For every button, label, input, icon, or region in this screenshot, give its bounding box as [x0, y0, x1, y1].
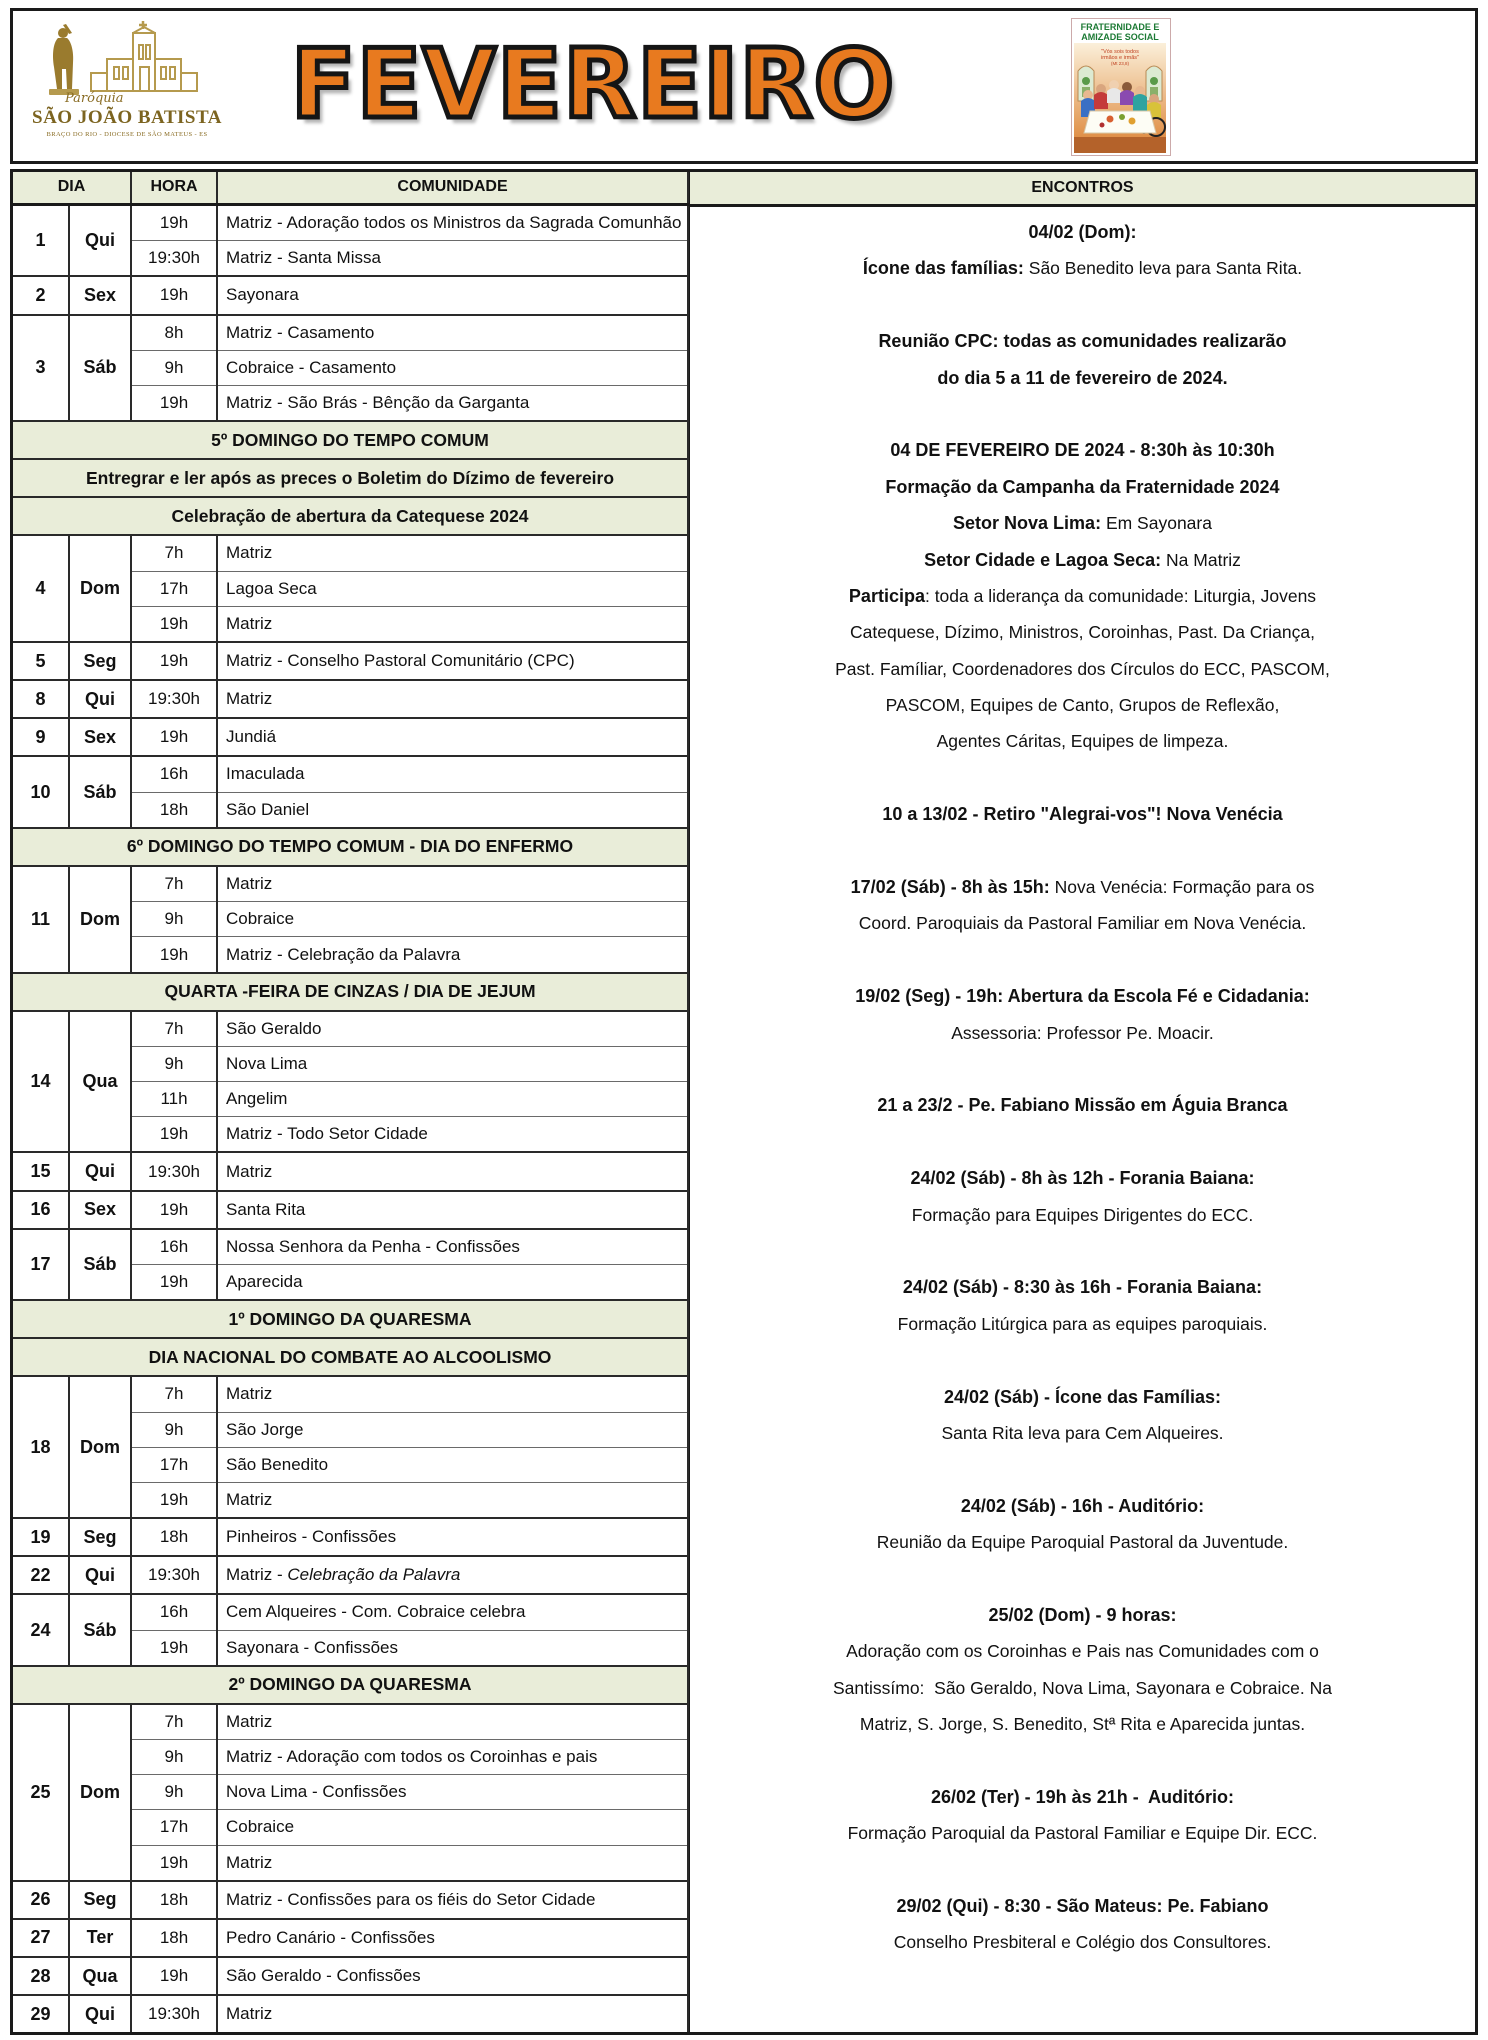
community-cell: Santa Rita [217, 1191, 688, 1229]
community-cell: São Daniel [217, 792, 688, 828]
community-cell: Matriz - Celebração da Palavra [217, 937, 688, 973]
encontros-line: 04 DE FEVEREIRO DE 2024 - 8:30h às 10:30h [890, 440, 1275, 461]
day-number-cell: 11 [13, 866, 69, 973]
community-cell: Sayonara - Confissões [217, 1630, 688, 1666]
time-cell: 19h [131, 1630, 217, 1666]
logo-name-text: SÃO JOÃO BATISTA [32, 107, 222, 128]
logo-org-text: Paróquia [65, 91, 124, 106]
encontros-spacer [698, 396, 1467, 432]
community-cell: Nova Lima [217, 1047, 688, 1082]
community-cell: São Geraldo [217, 1011, 688, 1047]
day-number-cell: 15 [13, 1152, 69, 1190]
encontros-line: Past. Famíliar, Coordenadores dos Círculos do ECC, PASCOM, [835, 658, 1330, 679]
poster-quote-line1: "Vós sois todos [1101, 49, 1139, 55]
encontros-line: Adoração com os Coroinhas e Pais nas Comunidades com o [846, 1641, 1319, 1662]
encontros-line: Santa Rita leva para Cem Alqueires. [941, 1422, 1224, 1443]
day-number-cell: 4 [13, 535, 69, 642]
time-cell: 7h [131, 866, 217, 902]
schedule-row [13, 1881, 688, 1919]
community-cell: São Benedito [217, 1447, 688, 1482]
day-number-cell: 27 [13, 1919, 69, 1957]
time-cell: 19h [131, 204, 217, 241]
day-number-cell: 29 [13, 1995, 69, 2032]
page-header [10, 8, 1478, 164]
day-abbrev-cell: Qui [69, 204, 131, 276]
community-cell: Aparecida [217, 1265, 688, 1301]
encontros-line: 24/02 (Sáb) - 16h - Auditório: [960, 1495, 1205, 1516]
day-abbrev-cell: Qua [69, 1957, 131, 1995]
encontros-line: 24/02 (Sáb) - Ícone das Famílias: [943, 1386, 1222, 1407]
encontros-line: 25/02 (Dom) - 9 horas: [988, 1604, 1177, 1625]
campaign-poster-art [1072, 19, 1168, 153]
time-cell: 19h [131, 606, 217, 642]
community-cell: Cem Alqueires - Com. Cobraice celebra [217, 1594, 688, 1630]
time-cell: 19h [131, 1957, 217, 1995]
day-abbrev-cell: Seg [69, 1518, 131, 1556]
day-abbrev-cell: Sex [69, 276, 131, 314]
encontros-line: 24/02 (Sáb) - 8:30 às 16h - Forania Baiana: [902, 1277, 1263, 1298]
document-page [10, 0, 1478, 2035]
time-cell: 19h [131, 937, 217, 973]
time-cell: 7h [131, 1704, 217, 1740]
encontros-spacer [698, 942, 1467, 978]
day-abbrev-cell: Sáb [69, 1229, 131, 1301]
day-number-cell: 17 [13, 1229, 69, 1301]
section-row [13, 421, 688, 459]
section-row [13, 828, 688, 866]
community-cell: Cobraice [217, 902, 688, 937]
col-header-encontros: ENCONTROS [690, 172, 1475, 207]
day-abbrev-cell: Sáb [69, 1594, 131, 1666]
encontros-spacer [698, 1451, 1467, 1487]
section-row [13, 1666, 688, 1704]
day-abbrev-cell: Qua [69, 1011, 131, 1153]
schedule-row [13, 1995, 688, 2032]
day-number-cell: 9 [13, 718, 69, 756]
section-row [13, 1338, 688, 1376]
encontros-line: Agentes Cáritas, Equipes de limpeza. [936, 731, 1229, 752]
encontros-spacer [698, 1124, 1467, 1160]
time-cell: 8h [131, 315, 217, 351]
logo-subtitle-text: BRAÇO DO RIO - DIOCESE DE SÃO MATEUS - ES [46, 131, 208, 138]
encontros-line: Catequese, Dízimo, Ministros, Coroinhas, Past. Da Criança, [850, 622, 1315, 643]
time-cell: 9h [131, 1047, 217, 1082]
time-cell: 19:30h [131, 1152, 217, 1190]
community-cell: Matriz [217, 680, 688, 718]
day-abbrev-cell: Qui [69, 1995, 131, 2032]
encontros-line: Santissímo: São Geraldo, Nova Lima, Sayonara e Cobraice. Na [833, 1677, 1332, 1698]
schedule-row [13, 1229, 688, 1265]
time-cell: 16h [131, 1229, 217, 1265]
time-cell: 17h [131, 1810, 217, 1845]
time-cell: 16h [131, 756, 217, 792]
statue-icon [49, 24, 79, 95]
community-cell: Matriz - Confissões para os fiéis do Setor Cidade [217, 1881, 688, 1919]
day-number-cell: 28 [13, 1957, 69, 1995]
community-cell: Jundiá [217, 718, 688, 756]
section-title: 6º DOMINGO DO TEMPO COMUM - DIA DO ENFERMO [13, 828, 688, 866]
community-cell: Lagoa Seca [217, 571, 688, 606]
encontros-line: PASCOM, Equipes de Canto, Grupos de Reflexão, [885, 695, 1280, 716]
day-abbrev-cell: Dom [69, 1704, 131, 1881]
section-row [13, 497, 688, 535]
poster-table [1084, 111, 1156, 133]
encontros-line: 19/02 (Seg) - 19h: Abertura da Escola Fé e Cidadania: [855, 986, 1310, 1007]
time-cell: 19h [131, 1117, 217, 1153]
schedule-row [13, 1376, 688, 1412]
schedule-row [13, 1957, 688, 1995]
parish-logo-art [27, 19, 227, 105]
schedule-row [13, 642, 688, 680]
church-icon [91, 21, 197, 91]
encontros-spacer [698, 1051, 1467, 1087]
day-number-cell: 10 [13, 756, 69, 828]
time-cell: 19:30h [131, 680, 217, 718]
community-cell: Angelim [217, 1082, 688, 1117]
time-cell: 19h [131, 276, 217, 314]
time-cell: 19h [131, 1845, 217, 1881]
day-abbrev-cell: Qui [69, 1152, 131, 1190]
schedule-row [13, 866, 688, 902]
community-cell: Matriz - Todo Setor Cidade [217, 1117, 688, 1153]
time-cell: 17h [131, 1447, 217, 1482]
section-title: 1º DOMINGO DA QUARESMA [13, 1300, 688, 1338]
day-number-cell: 24 [13, 1594, 69, 1666]
time-cell: 7h [131, 1376, 217, 1412]
community-cell: Nova Lima - Confissões [217, 1775, 688, 1810]
encontros-line: Reunião da Equipe Paroquial Pastoral da Juventude. [876, 1532, 1289, 1553]
time-cell: 19h [131, 642, 217, 680]
time-cell: 19:30h [131, 241, 217, 277]
encontros-line: Matriz, S. Jorge, S. Benedito, Stª Rita e Aparecida juntas. [859, 1714, 1306, 1735]
encontros-line: Formação Paroquial da Pastoral Familiar e Equipe Dir. ECC. [847, 1823, 1318, 1844]
day-number-cell: 16 [13, 1191, 69, 1229]
day-number-cell: 2 [13, 276, 69, 314]
time-cell: 7h [131, 535, 217, 571]
encontros-line: Formação Litúrgica para as equipes paroquiais. [897, 1313, 1268, 1334]
community-cell: Matriz [217, 1995, 688, 2032]
schedule-area [10, 169, 1478, 2035]
day-number-cell: 22 [13, 1556, 69, 1594]
schedule-row [13, 1011, 688, 1047]
poster-quote-ref: (Mt 23,8) [1110, 61, 1130, 66]
time-cell: 11h [131, 1082, 217, 1117]
encontros-line: Conselho Presbiteral e Colégio dos Consultores. [893, 1932, 1272, 1953]
community-cell: Matriz [217, 1152, 688, 1190]
encontros-line: Ícone das famílias: São Benedito leva para Santa Rita. [862, 258, 1303, 279]
community-cell: Matriz [217, 1482, 688, 1518]
day-number-cell: 25 [13, 1704, 69, 1881]
community-cell: Matriz - Adoração todos os Ministros da Sagrada Comunhão [217, 204, 688, 241]
day-abbrev-cell: Seg [69, 642, 131, 680]
section-title: Celebração de abertura da Catequese 2024 [13, 497, 688, 535]
poster-quote-line2: irmãos e irmãs" [1100, 55, 1140, 61]
encontros-line: 10 a 13/02 - Retiro "Alegrai-vos"! Nova Venécia [882, 804, 1283, 825]
col-header-dia: DIA [13, 172, 131, 204]
day-number-cell: 1 [13, 204, 69, 276]
schedule-row [13, 680, 688, 718]
day-abbrev-cell: Dom [69, 866, 131, 973]
page-title: FEVEREIRO [290, 30, 896, 140]
encontros-line: 04/02 (Dom): [1028, 222, 1137, 242]
encontros-spacer [698, 1342, 1467, 1378]
day-abbrev-cell: Qui [69, 680, 131, 718]
community-cell: Imaculada [217, 756, 688, 792]
community-cell: Nossa Senhora da Penha - Confissões [217, 1229, 688, 1265]
col-header-hora: HORA [131, 172, 217, 204]
day-number-cell: 26 [13, 1881, 69, 1919]
day-number-cell: 18 [13, 1376, 69, 1518]
time-cell: 9h [131, 1740, 217, 1775]
encontros-line: 17/02 (Sáb) - 8h às 15h: Nova Venécia: Formação para os [850, 877, 1315, 898]
section-title: 5º DOMINGO DO TEMPO COMUM [13, 421, 688, 459]
community-cell: Matriz [217, 606, 688, 642]
encontros-line: Coord. Paroquiais da Pastoral Familiar em Nova Venécia. [858, 913, 1307, 934]
encontros-line: 29/02 (Qui) - 8:30 - São Mateus: Pe. Fabiano [896, 1895, 1269, 1916]
encontros-content [690, 207, 1475, 1961]
day-abbrev-cell: Seg [69, 1881, 131, 1919]
encontros-spacer [698, 833, 1467, 869]
time-cell: 9h [131, 350, 217, 385]
time-cell: 9h [131, 902, 217, 937]
day-abbrev-cell: Sex [69, 1191, 131, 1229]
encontros-line: Participa: toda a liderança da comunidade: Liturgia, Jovens [848, 585, 1317, 606]
community-cell: Matriz - Celebração da Palavra [217, 1556, 688, 1594]
community-cell: Pedro Canário - Confissões [217, 1919, 688, 1957]
encontros-line: Setor Cidade e Lagoa Seca: Na Matriz [924, 549, 1241, 570]
poster-title-line1: FRATERNIDADE E [1080, 22, 1160, 32]
section-title: DIA NACIONAL DO COMBATE AO ALCOOLISMO [13, 1338, 688, 1376]
community-cell: São Geraldo - Confissões [217, 1957, 688, 1995]
schedule-row [13, 1518, 688, 1556]
encontros-line: 24/02 (Sáb) - 8h às 12h - Forania Baiana: [910, 1168, 1255, 1189]
time-cell: 19h [131, 385, 217, 421]
schedule-row [13, 756, 688, 792]
encontros-line: Setor Nova Lima: Em Sayonara [953, 513, 1212, 534]
section-title: Entregrar e ler após as preces o Boletim do Dízimo de fevereiro [13, 459, 688, 497]
day-abbrev-cell: Sáb [69, 756, 131, 828]
schedule-header-row [13, 172, 688, 204]
community-cell: Matriz - Santa Missa [217, 241, 688, 277]
encontros-spacer [698, 1742, 1467, 1778]
section-row [13, 973, 688, 1011]
schedule-row [13, 276, 688, 314]
time-cell: 9h [131, 1775, 217, 1810]
community-cell: Sayonara [217, 276, 688, 314]
community-cell: Matriz [217, 1704, 688, 1740]
time-cell: 19:30h [131, 1556, 217, 1594]
community-cell: Matriz - São Brás - Bênção da Garganta [217, 385, 688, 421]
day-abbrev-cell: Ter [69, 1919, 131, 1957]
day-abbrev-cell: Dom [69, 1376, 131, 1518]
day-abbrev-cell: Sáb [69, 315, 131, 422]
day-abbrev-cell: Qui [69, 1556, 131, 1594]
day-number-cell: 19 [13, 1518, 69, 1556]
community-cell: Matriz - Casamento [217, 315, 688, 351]
community-cell: Cobraice [217, 1810, 688, 1845]
day-number-cell: 14 [13, 1011, 69, 1153]
schedule-table [13, 172, 689, 2032]
schedule-row [13, 1594, 688, 1630]
day-abbrev-cell: Sex [69, 718, 131, 756]
day-number-cell: 3 [13, 315, 69, 422]
schedule-row [13, 1152, 688, 1190]
community-cell: Matriz [217, 1376, 688, 1412]
encontros-spacer [698, 1233, 1467, 1269]
community-cell: Matriz - Conselho Pastoral Comunitário (CPC) [217, 642, 688, 680]
time-cell: 9h [131, 1412, 217, 1447]
encontros-line: do dia 5 a 11 de fevereiro de 2024. [937, 367, 1228, 388]
community-cell: Matriz [217, 535, 688, 571]
schedule-row [13, 1556, 688, 1594]
col-header-comunidade: COMUNIDADE [217, 172, 688, 204]
encontros-spacer [698, 1560, 1467, 1596]
community-cell: Matriz [217, 866, 688, 902]
encontros-line: Formação para Equipes Dirigentes do ECC. [911, 1204, 1254, 1225]
campaign-poster [1071, 18, 1171, 156]
time-cell: 18h [131, 1919, 217, 1957]
community-cell: Matriz - Adoração com todos os Coroinhas e pais [217, 1740, 688, 1775]
time-cell: 19:30h [131, 1995, 217, 2032]
encontros-line: 21 a 23/2 - Pe. Fabiano Missão em Águia Branca [877, 1095, 1288, 1116]
time-cell: 18h [131, 1518, 217, 1556]
schedule-row [13, 718, 688, 756]
encontros-line: 26/02 (Ter) - 19h às 21h - Auditório: [930, 1786, 1235, 1807]
time-cell: 19h [131, 1265, 217, 1301]
time-cell: 17h [131, 571, 217, 606]
community-cell: Pinheiros - Confissões [217, 1518, 688, 1556]
encontros-line: Assessoria: Professor Pe. Moacir. [951, 1022, 1214, 1043]
community-cell: São Jorge [217, 1412, 688, 1447]
section-title: 2º DOMINGO DA QUARESMA [13, 1666, 688, 1704]
time-cell: 16h [131, 1594, 217, 1630]
encontros-panel [689, 172, 1475, 2032]
day-number-cell: 5 [13, 642, 69, 680]
section-row [13, 1300, 688, 1338]
section-title: QUARTA -FEIRA DE CINZAS / DIA DE JEJUM [13, 973, 688, 1011]
encontros-spacer [698, 287, 1467, 323]
day-abbrev-cell: Dom [69, 535, 131, 642]
time-cell: 19h [131, 1482, 217, 1518]
time-cell: 18h [131, 1881, 217, 1919]
parish-logo [27, 19, 227, 153]
time-cell: 7h [131, 1011, 217, 1047]
schedule-row [13, 535, 688, 571]
encontros-line: Reunião CPC: todas as comunidades realizarão [878, 331, 1287, 352]
schedule-row [13, 204, 688, 241]
schedule-row [13, 1704, 688, 1740]
schedule-row [13, 315, 688, 351]
time-cell: 19h [131, 718, 217, 756]
encontros-spacer [698, 1852, 1467, 1888]
day-number-cell: 8 [13, 680, 69, 718]
schedule-row [13, 1191, 688, 1229]
poster-title-line2: AMIZADE SOCIAL [1081, 32, 1159, 42]
community-cell: Cobraice - Casamento [217, 350, 688, 385]
encontros-spacer [698, 760, 1467, 796]
community-cell: Matriz [217, 1845, 688, 1881]
time-cell: 19h [131, 1191, 217, 1229]
time-cell: 18h [131, 792, 217, 828]
section-row [13, 459, 688, 497]
schedule-row [13, 1919, 688, 1957]
encontros-line: Formação da Campanha da Fraternidade 2024 [885, 476, 1280, 497]
